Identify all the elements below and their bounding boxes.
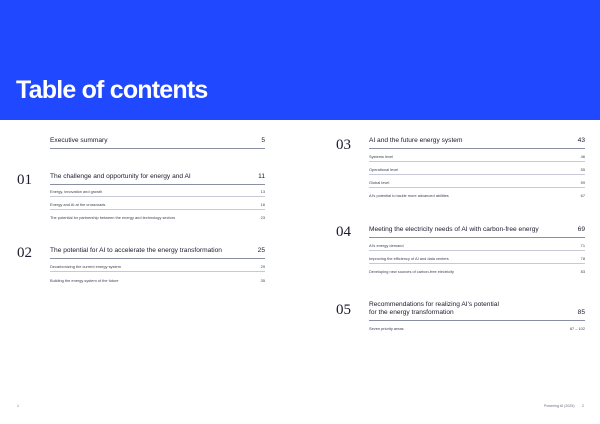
divider	[369, 237, 585, 238]
toc-subentry[interactable]	[369, 269, 585, 277]
toc-subentry-page: 16	[260, 202, 265, 207]
divider	[369, 187, 585, 188]
divider	[50, 148, 265, 149]
toc-subentry-page: 23	[260, 215, 265, 220]
toc-subentry-page: 71	[580, 243, 585, 248]
toc-subentry[interactable]	[50, 215, 265, 223]
toc-subentry-page: 59	[580, 180, 585, 185]
divider	[50, 196, 265, 197]
page-title: Table of contents	[16, 76, 208, 104]
toc-subentry-page: 67	[580, 193, 585, 198]
divider	[369, 263, 585, 264]
divider	[369, 174, 585, 175]
toc-subentry-title: Improving the efficiency of AI and data centers	[369, 256, 449, 261]
toc-subentry-page: 55	[580, 167, 585, 172]
toc-entry-page: 5	[261, 137, 265, 144]
toc-subentry[interactable]	[50, 278, 265, 286]
toc-subentry-page: 46	[580, 154, 585, 159]
toc-subentry[interactable]	[369, 167, 585, 175]
toc-subentry-page: 78	[580, 256, 585, 261]
toc-subentry-title: Developing new sources of carbon-free electricity	[369, 269, 454, 274]
toc-subentry-title: Systems level	[369, 154, 393, 159]
toc-entry-title: The potential for AI to accelerate the energy transformation	[50, 247, 222, 254]
toc-entry-title: AI and the future energy system	[369, 137, 463, 144]
divider	[369, 320, 585, 321]
toc-subentry[interactable]	[50, 264, 265, 272]
toc-entry-page: 85	[577, 309, 585, 316]
toc-subentry[interactable]	[369, 154, 585, 162]
toc-subentry-page: 29	[260, 264, 265, 269]
toc-subentry-page: 87 – 102	[569, 326, 585, 331]
toc-entry-page: 11	[258, 173, 265, 180]
toc-subentry-title: Energy and AI at the crossroads	[50, 202, 106, 207]
toc-subentry-page: 35	[260, 278, 265, 283]
section-number-05: 05	[336, 302, 351, 318]
toc-subentry-title: AI's energy demand	[369, 243, 404, 248]
toc-entry-page: 25	[257, 247, 265, 254]
toc-entry-title: Meeting the electricity needs of AI with carbon-free energy	[369, 226, 539, 233]
toc-entry-section-04[interactable]	[369, 226, 585, 238]
toc-subentry-title: Decarbonizing the current energy system	[50, 264, 121, 269]
toc-entry-section-01[interactable]	[50, 173, 265, 185]
divider	[50, 271, 265, 272]
divider	[369, 148, 585, 149]
toc-subentry[interactable]	[369, 243, 585, 251]
footer-page-left: 1	[17, 404, 19, 408]
header-banner	[0, 0, 600, 120]
divider	[50, 184, 265, 185]
divider	[50, 209, 265, 210]
footer-page-right: 2	[582, 404, 584, 408]
toc-subentry-page: 13	[260, 189, 265, 194]
divider	[369, 161, 585, 162]
toc-subentry[interactable]	[50, 189, 265, 197]
toc-entry-executive-summary[interactable]	[50, 137, 265, 149]
toc-entry-title: Executive summary	[50, 137, 108, 144]
toc-entry-section-05[interactable]	[369, 301, 585, 322]
toc-entry-section-02[interactable]	[50, 247, 265, 259]
toc-subentry[interactable]	[50, 202, 265, 210]
section-number-04: 04	[336, 224, 351, 240]
toc-subentry-title: Building the energy system of the future	[50, 278, 119, 283]
toc-subentry[interactable]	[369, 326, 585, 334]
toc-entry-page: 69	[577, 226, 585, 233]
toc-subentry-title: Global level	[369, 180, 390, 185]
toc-entry-section-03[interactable]	[369, 137, 585, 149]
toc-entry-title-line1: Recommendations for realizing AI's potential	[369, 301, 499, 308]
toc-subentry[interactable]	[369, 256, 585, 264]
toc-entry-title-line2: for the energy transformation	[369, 309, 454, 316]
section-number-02: 02	[17, 245, 32, 261]
toc-subentry-title: The potential for partnership between the energy and technology sectors	[50, 215, 176, 220]
toc-entry-title: The challenge and opportunity for energy and AI	[50, 173, 191, 180]
footer-document-name: Powering AI (2025)	[544, 404, 575, 408]
section-number-01: 01	[17, 172, 32, 188]
toc-subentry-title: Energy, innovation and growth	[50, 189, 103, 194]
section-number-03: 03	[336, 137, 351, 153]
toc-subentry[interactable]	[369, 193, 585, 201]
toc-subentry-page: 83	[580, 269, 585, 274]
toc-subentry-title: Operational level	[369, 167, 399, 172]
toc-subentry-title: AI's potential to tackle more advanced abilities	[369, 193, 449, 198]
toc-subentry[interactable]	[369, 180, 585, 188]
toc-subentry-title: Seven priority areas	[369, 326, 404, 331]
toc-entry-page: 43	[577, 137, 585, 144]
divider	[369, 250, 585, 251]
divider	[50, 258, 265, 259]
